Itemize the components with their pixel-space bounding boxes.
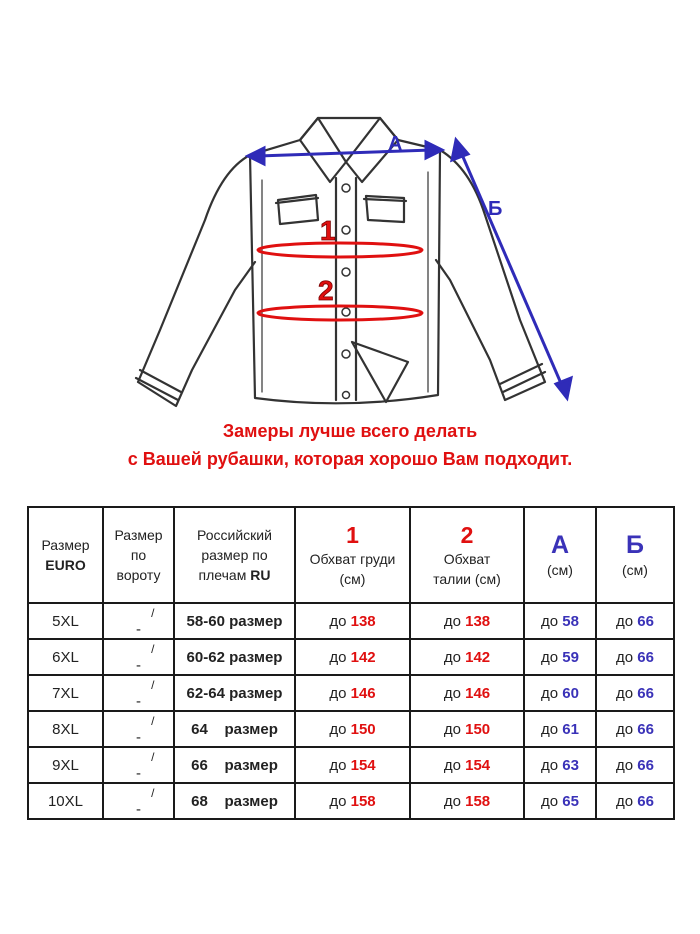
table-row [28,675,674,711]
waist-cell: до 158 [410,783,524,819]
chest-marker-label: 1 [320,215,336,246]
collar-size-cell: /- [103,783,174,819]
waist-cell: до 154 [410,747,524,783]
euro-size-cell: 9XL [28,747,103,783]
shoulder-measure-arrow [258,150,432,156]
chest-cell: до 154 [295,747,410,783]
shoulder-label: А [388,133,403,155]
chest-cell: до 158 [295,783,410,819]
euro-size-cell: 10XL [28,783,103,819]
table-row [28,783,674,819]
sleeve-cell: до 66 [596,747,674,783]
shirt-collar [300,118,398,182]
collar-size-cell: /- [103,711,174,747]
sleeve-cell: до 66 [596,783,674,819]
euro-size-cell: 8XL [28,711,103,747]
waist-measure-ellipse [258,306,422,320]
header-shoulders: А (см) [524,507,596,603]
ru-size-cell: 60-62 размер [174,639,295,675]
ru-size-cell: 64 размер [174,711,295,747]
header-collar-size: Размер по вороту [103,507,174,603]
chest-cell: до 146 [295,675,410,711]
shirt-left-sleeve [138,155,255,406]
chest-measure-ellipse [258,243,422,257]
size-chart-table [27,506,675,820]
shoulders-cell: до 63 [524,747,596,783]
header-euro-size: Размер EURO [28,507,103,603]
shirt-measurement-illustration [0,0,700,420]
sleeve-cell: до 66 [596,603,674,639]
shoulders-cell: до 60 [524,675,596,711]
table-row [28,747,674,783]
chest-cell: до 142 [295,639,410,675]
sleeve-label: Б [488,198,503,220]
chest-cell: до 150 [295,711,410,747]
euro-size-cell: 6XL [28,639,103,675]
header-sleeve: Б (см) [596,507,674,603]
size-chart-header-row [28,507,674,603]
shoulders-cell: до 58 [524,603,596,639]
waist-cell: до 150 [410,711,524,747]
caption-line-1: Замеры лучше всего делать [222,421,478,441]
table-row [28,603,674,639]
caption-line-2: с Вашей рубашки, которая хорошо Вам подходит. [127,449,573,469]
sleeve-cell: до 66 [596,675,674,711]
ru-size-cell: 58-60 размер [174,603,295,639]
header-ru-size: Российский размер по плечам RU [174,507,295,603]
sleeve-cell: до 66 [596,639,674,675]
ru-size-cell: 68 размер [174,783,295,819]
waist-cell: до 146 [410,675,524,711]
ru-size-cell: 66 размер [174,747,295,783]
shoulders-cell: до 61 [524,711,596,747]
euro-size-cell: 7XL [28,675,103,711]
collar-size-cell: /- [103,639,174,675]
shoulders-cell: до 59 [524,639,596,675]
waist-cell: до 138 [410,603,524,639]
waist-cell: до 142 [410,639,524,675]
euro-size-cell: 5XL [28,603,103,639]
header-chest: 1 Обхват груди (см) [295,507,410,603]
collar-size-cell: /- [103,675,174,711]
sleeve-measure-arrow [460,150,563,388]
collar-size-cell: /- [103,747,174,783]
table-row [28,639,674,675]
shirt-right-sleeve [436,150,545,400]
table-row [28,711,674,747]
chest-cell: до 138 [295,603,410,639]
sleeve-cell: до 66 [596,711,674,747]
ru-size-cell: 62-64 размер [174,675,295,711]
header-waist: 2 Обхват талии (см) [410,507,524,603]
shoulders-cell: до 65 [524,783,596,819]
waist-marker-label: 2 [318,275,334,306]
collar-size-cell: /- [103,603,174,639]
